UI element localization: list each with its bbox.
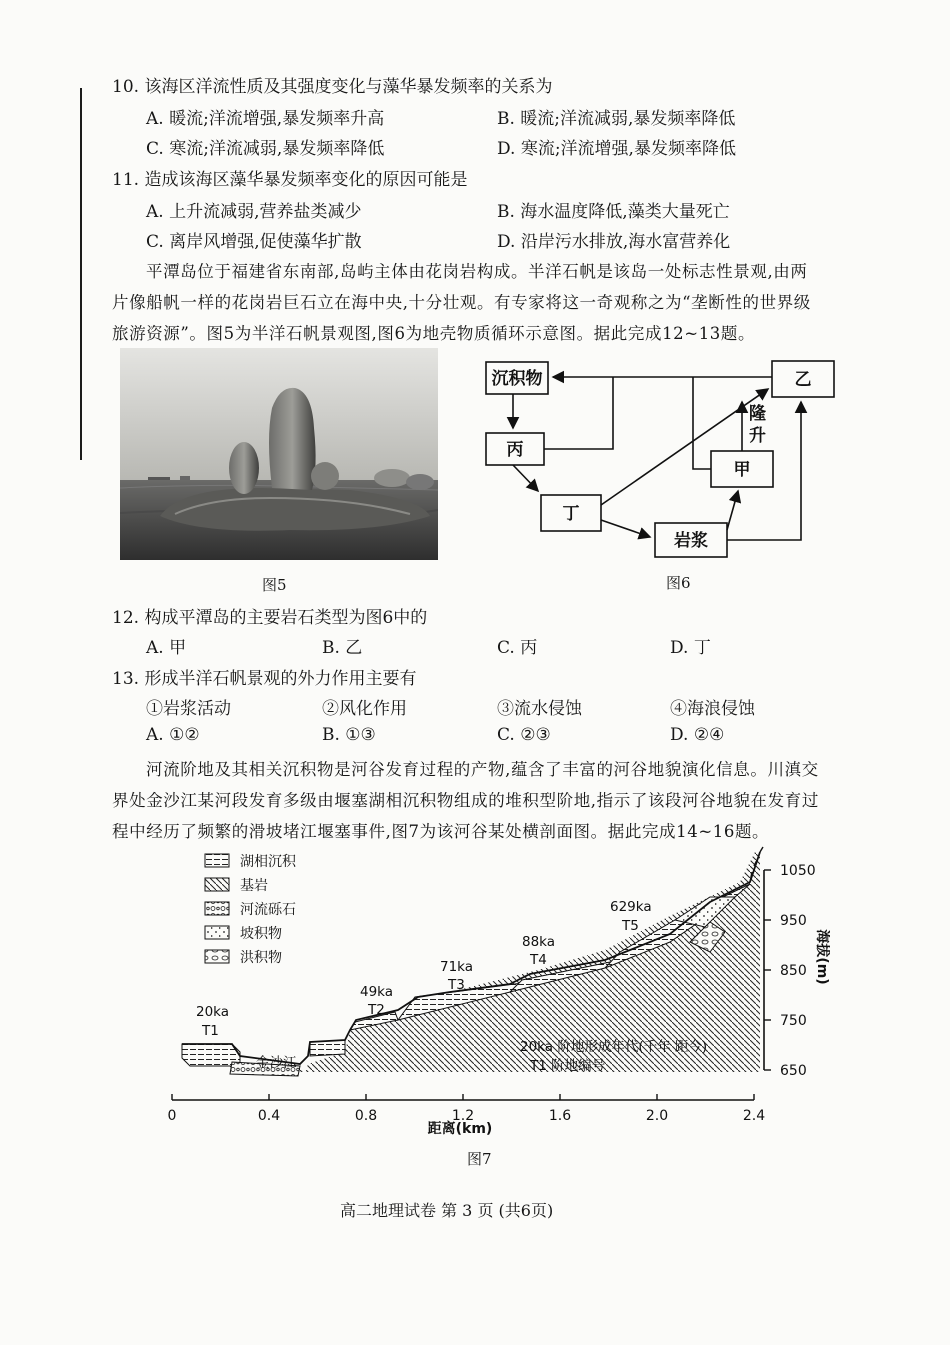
- q12-option-a: A. 甲: [146, 638, 187, 658]
- passage2-line2: 界处金沙江某河段发育多级由堰塞湖相沉积物组成的堆积型阶地,指示了该段河谷地貌在发育过: [112, 791, 819, 810]
- fig5-scene: [120, 348, 438, 560]
- note-id-key: T1 阶地编号: [530, 1058, 606, 1074]
- q10-option-c: C. 寒流;洋流减弱,暴发频率降低: [146, 139, 385, 159]
- q10-option-a: A. 暖流;洋流增强,暴发频率升高: [146, 109, 385, 129]
- box-magma-label: 岩浆: [674, 531, 708, 551]
- q13-item-2: ②风化作用: [322, 699, 407, 719]
- y-tick-label: 750: [780, 1013, 807, 1029]
- q13-option-a: A. ①②: [146, 725, 200, 745]
- page-footer: 高二地理试卷 第 3 页 (共6页): [340, 1201, 554, 1220]
- q11-option-b: B. 海水温度降低,藻类大量死亡: [497, 202, 730, 222]
- y-tick-label: 650: [780, 1063, 807, 1079]
- q12-option-d: D. 丁: [670, 638, 711, 658]
- binding-margin-line: [80, 88, 82, 460]
- y-axis-label: 海拔(m): [814, 929, 830, 985]
- terrace-t5-id: T5: [622, 918, 639, 934]
- legend-lake: 湖相沉积: [240, 854, 296, 870]
- question-13-stem: 13. 形成半洋石帆景观的外力作用主要有: [112, 669, 417, 689]
- q12-option-c: C. 丙: [497, 638, 538, 658]
- question-11-stem: 11. 造成该海区藻华暴发频率变化的原因可能是: [112, 170, 468, 190]
- legend-gravel-swatch: [205, 902, 229, 915]
- q11-option-c: C. 离岸风增强,促使藻华扩散: [146, 232, 362, 252]
- terrace-t1-id: T1: [202, 1023, 219, 1039]
- q13-option-b: B. ①③: [322, 725, 376, 745]
- terrace-t3-id: T3: [448, 977, 465, 993]
- q13-item-1: ①岩浆活动: [146, 699, 231, 719]
- q12-option-b: B. 乙: [322, 638, 363, 658]
- y-tick-label: 850: [780, 963, 807, 979]
- q13-item-3: ③流水侵蚀: [497, 699, 582, 719]
- box-yi-label: 乙: [794, 370, 812, 390]
- passage1-line2: 片像船帆一样的花岗岩巨石立在海中央,十分壮观。有专家将这一奇观称之为“垄断性的世界级: [112, 293, 811, 312]
- fig5-caption: 图5: [262, 576, 287, 594]
- passage1-line1: 平潭岛位于福建省东南部,岛屿主体由花岗岩构成。半洋石帆是该岛一处标志性景观,由两: [146, 262, 808, 281]
- q10-option-d: D. 寒流;洋流增强,暴发频率降低: [497, 139, 736, 159]
- legend-slope-swatch: [205, 926, 229, 939]
- terrace-t3-age: 71ka: [440, 959, 474, 975]
- x-tick-label: 2.0: [645, 1108, 669, 1124]
- terrace-t4-id: T4: [530, 952, 547, 968]
- y-tick-label: 950: [780, 913, 807, 929]
- q10-option-b: B. 暖流;洋流减弱,暴发频率降低: [497, 109, 736, 129]
- x-axis-label: 距离(km): [427, 1121, 493, 1137]
- legend-gravel: 河流砾石: [240, 902, 296, 918]
- fig6-caption: 图6: [666, 574, 691, 592]
- x-tick-label: 2.4: [742, 1108, 766, 1124]
- uplift-label-2: 升: [749, 426, 766, 446]
- terrace-t1-deposit: [182, 1044, 240, 1066]
- q13-item-4: ④海浪侵蚀: [670, 699, 755, 719]
- river-label: 金沙江: [256, 1055, 297, 1071]
- x-tick-label: 1.2: [451, 1108, 475, 1124]
- question-10-stem: 10. 该海区洋流性质及其强度变化与藻华暴发频率的关系为: [112, 77, 553, 97]
- legend-bedrock: 基岩: [240, 878, 268, 894]
- box-bing-label: 丙: [506, 440, 524, 460]
- question-12-stem: 12. 构成平潭岛的主要岩石类型为图6中的: [112, 608, 428, 628]
- terrace-t4-age: 88ka: [522, 934, 556, 950]
- y-tick-label: 1050: [780, 863, 816, 879]
- q13-option-c: C. ②③: [497, 725, 551, 745]
- uplift-label-1: 隆: [749, 404, 766, 424]
- passage1-line3: 旅游资源”。图5为半洋石帆景观图,图6为地壳物质循环示意图。据此完成12~13题。: [112, 324, 756, 343]
- x-tick-label: 0.8: [354, 1108, 378, 1124]
- box-jia-label: 甲: [733, 460, 751, 480]
- fig7-cross-section: [150, 842, 830, 1142]
- legend-flood-swatch: [205, 950, 229, 963]
- legend-flood: 洪积物: [240, 950, 282, 966]
- fig7-caption: 图7: [467, 1150, 492, 1168]
- terrace-t2-age: 49ka: [360, 984, 394, 1000]
- terrace-t2-id: T2: [368, 1002, 385, 1018]
- x-tick-label: 0.4: [257, 1108, 281, 1124]
- q11-option-d: D. 沿岸污水排放,海水富营养化: [497, 232, 731, 252]
- q11-option-a: A. 上升流减弱,营养盐类减少: [146, 202, 362, 222]
- x-tick-label: 0: [167, 1108, 177, 1124]
- fig5-photo: [120, 348, 438, 560]
- terrace-t1-age: 20ka: [196, 1004, 230, 1020]
- passage2-line1: 河流阶地及其相关沉积物是河谷发育过程的产物,蕴含了丰富的河谷地貌演化信息。川滇交: [146, 760, 819, 779]
- box-ding-label: 丁: [562, 504, 580, 524]
- note-age-key: 20ka 阶地形成年代(千年 距今): [520, 1039, 708, 1055]
- legend-lake-swatch: [205, 854, 229, 867]
- q13-option-d: D. ②④: [670, 725, 725, 745]
- x-tick-label: 1.6: [548, 1108, 572, 1124]
- passage2-line3: 程中经历了频繁的滑坡堵江堰塞事件,图7为该河谷某处横剖面图。据此完成14~16题。: [112, 822, 770, 841]
- legend-slope: 坡积物: [240, 926, 282, 942]
- small-rock-sail: [229, 442, 259, 494]
- fig6-rock-cycle: [483, 355, 843, 563]
- large-rock-sail: [269, 388, 316, 490]
- legend-bedrock-swatch: [205, 878, 229, 891]
- terrace-t5-age: 629ka: [610, 899, 652, 915]
- box-sediment-label: 沉积物: [491, 369, 543, 389]
